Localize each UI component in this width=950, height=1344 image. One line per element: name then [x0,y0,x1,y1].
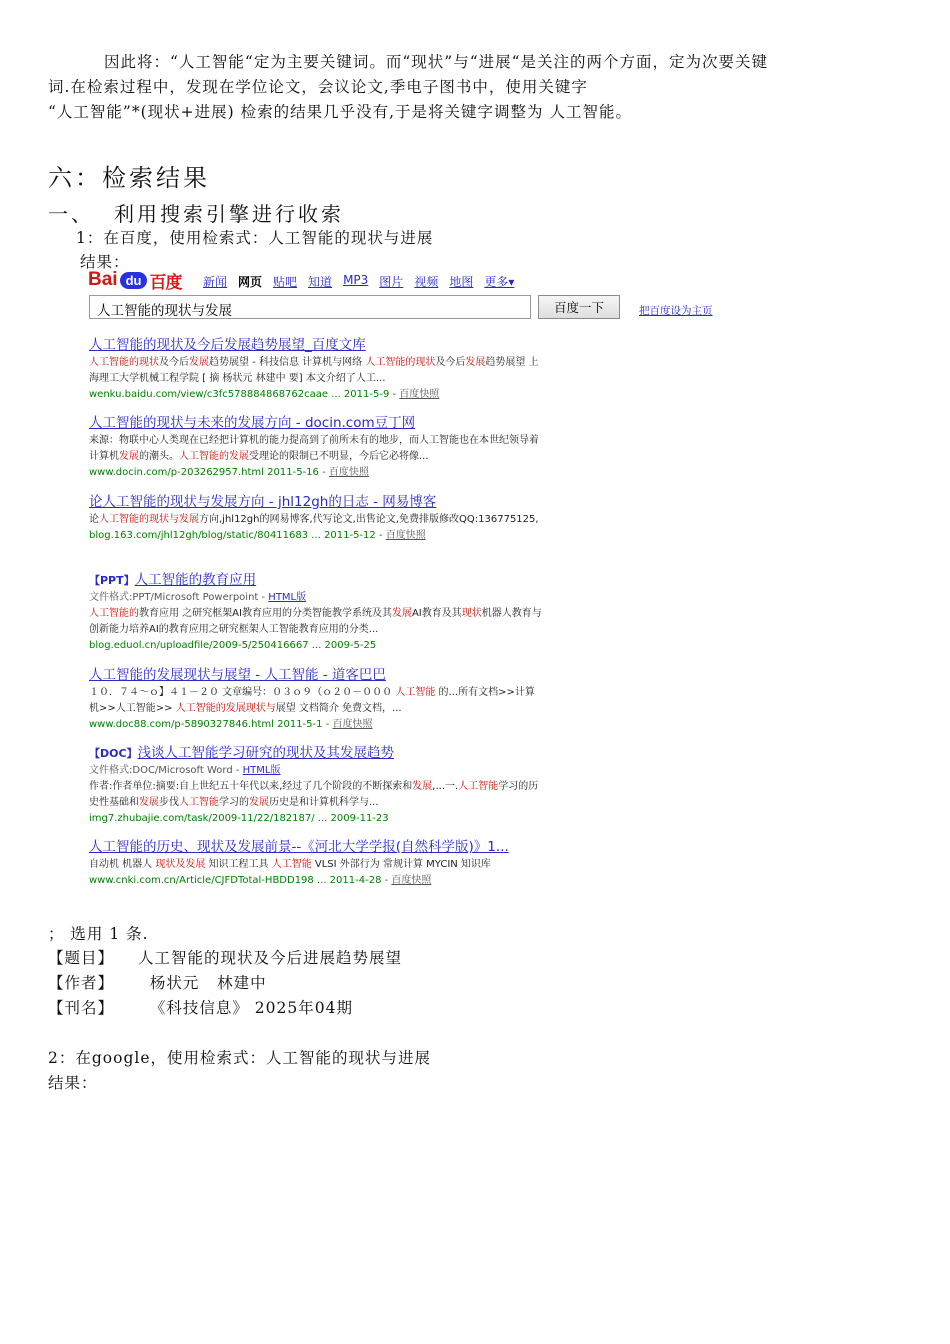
result-title-link[interactable]: 人工智能的教育应用 [134,572,257,588]
result-cache-link[interactable]: 百度快照 [328,467,369,478]
search-result [89,666,544,733]
meta-title-row [48,946,402,968]
baidu-screenshot [88,266,728,906]
nav-web[interactable]: 网页 [238,275,263,289]
result-title-row [89,571,544,590]
set-homepage-link[interactable]: 把百度设为主页 [639,305,713,317]
nav-map[interactable]: 地图 [449,275,474,289]
result-url [89,528,544,544]
result-file-format [89,590,544,606]
nav-news[interactable]: 新闻 [203,275,228,289]
baidu-search-input[interactable]: 人工智能的现状与发展 [89,295,531,319]
meta-key: 【作者】 [48,974,115,992]
result-url: blog.eduol.cn/uploadfile/2009-5/250416667 ... 2009-5-25 [89,640,377,651]
result-title-link[interactable]: 人工智能的发展现状与展望 - 人工智能 - 道客巴巴 [89,667,386,683]
result-url-text: www.cnki.com.cn/Article/CJFDTotal-HBDD198 ... 2011-4-28 - [89,875,392,886]
selection-note: ； 选用 1 条. [48,925,149,943]
result-title-link[interactable]: 浅谈人工智能学习研究的现状及其发展趋势 [137,745,395,761]
result-url [89,873,544,889]
meta-value: 《科技信息》 2025年04期 [138,999,353,1017]
baidu-logo-bai: Bai [88,269,118,290]
search-result [89,493,544,544]
result-label-2: 结果： [48,1074,98,1092]
result-label: 结果： [80,253,130,271]
result-cache-link[interactable]: 百度快照 [332,719,373,730]
meta-author-row [48,971,267,993]
nav-images[interactable]: 图片 [379,275,404,289]
search-result [89,838,544,889]
step-1-text: 1：在百度，使用检索式：人工智能的现状与进展 [76,229,434,247]
result-url-text: wenku.baidu.com/view/c3fc578884868762caae ... 2011-5-9 - [89,389,400,400]
intro-line-2: 词.在检索过程中，发现在学位论文，会议论文,季电子图书中，使用关键字 [48,78,588,96]
nav-video[interactable]: 视频 [414,275,439,289]
meta-journal-row [48,996,353,1018]
meta-value: 人工智能的现状及今后进展趋势展望 [138,949,403,967]
subsection-number: 一、 [48,202,94,226]
html-version-link[interactable]: HTML版 [268,592,307,603]
html-version-link[interactable]: HTML版 [242,765,281,776]
meta-value: 杨状元 林建中 [138,974,267,992]
file-type-tag: 【DOC】 [89,747,138,760]
search-result [89,571,544,654]
result-snippet: 论人工智能的现状与发展方向,jhl12gh的网易博客,代写论文,出售论文,免费排版修改QQ:136775125, [89,514,539,525]
baidu-logo[interactable] [88,269,181,291]
step-2-text: 2：在google，使用检索式：人工智能的现状与进展 [48,1049,432,1067]
intro-line-1: 因此将：“人工智能“定为主要关键词。而“现状”与“进展“是关注的两个方面，定为次要关键 [104,53,769,71]
result-cache-link[interactable]: 百度快照 [399,389,440,400]
result-url-text: blog.163.com/jhl12gh/blog/static/80411683 ... 2011-5-12 - [89,530,386,541]
nav-mp3[interactable]: MP3 [343,273,369,287]
result-url: img7.zhubajie.com/task/2009-11/22/182187/ ... 2009-11-23 [89,813,389,824]
baidu-nav [203,273,514,290]
subsection-heading [48,198,344,227]
result-url [89,387,544,403]
search-result [89,336,544,403]
result-url [89,717,544,733]
result-snippet: 人工智能的教育应用 之研究框架AI教育应用的分类智能教学系统及其发展AI教育及其现状机器人教育与创新能力培养AI的教育应用之研究框架人工智能教育应用的分类... [89,608,542,635]
result-title-link[interactable]: 论人工智能的现状与发展方向 - jhl12gh的日志 - 网易博客 [89,494,437,510]
result-snippet: 来源：物联中心人类现在已经把计算机的能力提高到了前所未有的地步，而人工智能也在本世纪领导着计算机发展的潮头。人工智能的发展受理论的限制已不明显，今后它必将像... [89,435,539,462]
baidu-search-button[interactable]: 百度一下 [538,295,620,319]
intro-paragraph [48,50,898,125]
section-title: 六：检索结果 [48,164,210,192]
result-title-link[interactable]: 人工智能的现状及今后发展趋势展望_百度文库 [89,337,366,353]
result-file-format [89,763,544,779]
file-format-text: 文件格式:DOC/Microsoft Word - [89,765,243,776]
result-cache-link[interactable]: 百度快照 [385,530,426,541]
result-url-text: www.doc88.com/p-5890327846.html 2011-5-1 - [89,719,333,730]
result-snippet: 人工智能的现状及今后发展趋势展望 - 科技信息 计算机与网络 人工智能的现状及今后发展趋势展望 上海理工大学机械工程学院 [ 摘 杨状元 林建中 要] 本文介绍了人工... [89,357,539,384]
meta-key: 【刊名】 [48,999,115,1017]
meta-key: 【题目】 [48,949,115,967]
search-result [89,744,544,827]
result-url-text: www.docin.com/p-203262957.html 2011-5-16 - [89,467,329,478]
nav-tieba[interactable]: 贴吧 [273,275,298,289]
result-title-link[interactable]: 人工智能的历史、现状及发展前景--《河北大学学报(自然科学版)》1... [89,839,509,855]
search-result [89,414,544,481]
result-snippet: 作者:作者单位:摘要:自上世纪五十年代以来,经过了几个阶段的不断探索和发展,...一.人工智能学习的历史性基础和发展步伐人工智能学习的发展历史是和计算机科学与... [89,781,539,808]
result-title-link[interactable]: 人工智能的现状与未来的发展方向 - docin.com豆丁网 [89,415,416,431]
nav-more[interactable]: 更多▾ [484,275,515,289]
intro-line-3: “人工智能”*(现状+进展) 检索的结果几乎没有,于是将关键字调整为 人工智能。 [48,103,632,121]
result-snippet: １０．７４～ｏ】４１－２０ 文章编号：０３ｏ９（ｏ２０－０００ 人工智能 的...所有文档>>计算机>>人工智能>> 人工智能的发展现状与展望 文档简介 免费文档，... [89,687,535,714]
file-type-tag: 【PPT】 [89,574,135,587]
nav-zhidao[interactable]: 知道 [308,275,333,289]
baidu-logo-paw: du [120,272,148,289]
result-snippet: 自动机 机器人 现状及发展 知识工程工具 人工智能 VLSI 外部行为 常规计算 MYCIN 知识库 [89,859,491,870]
result-title-row [89,744,544,763]
file-format-text: 文件格式:PPT/Microsoft Powerpoint - [89,592,269,603]
baidu-logo-cn: 百度 [149,272,182,293]
result-cache-link[interactable]: 百度快照 [391,875,432,886]
result-url [89,465,544,481]
subsection-title: 利用搜索引擎进行收索 [114,202,344,226]
